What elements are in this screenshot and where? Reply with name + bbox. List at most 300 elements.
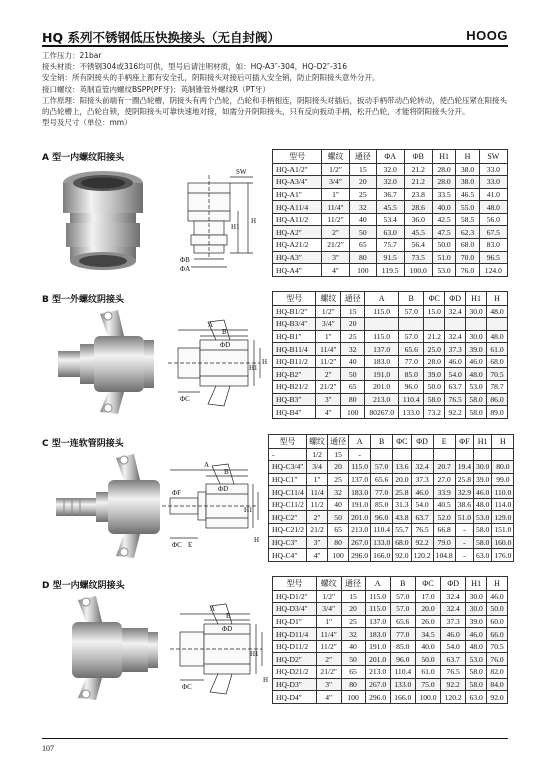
- value-cell: 133.0: [371, 536, 393, 549]
- value-cell: 68.0: [393, 536, 411, 549]
- value-cell: 76.0: [487, 653, 508, 666]
- value-cell: 41.0: [479, 188, 507, 201]
- table-row: [273, 251, 508, 264]
- value-cell: 66.8: [433, 524, 455, 537]
- type-d-drawing: [170, 604, 262, 694]
- value-cell: 83.0: [479, 239, 507, 252]
- value-cell: 166.0: [371, 549, 393, 562]
- value-cell: 26.0: [415, 615, 440, 628]
- header-rule: [42, 45, 508, 47]
- value-cell: 33.0: [479, 176, 507, 189]
- model-cell: HQ-D4″: [273, 691, 317, 704]
- value-cell: 61.0: [487, 343, 508, 356]
- value-cell: 92.0: [487, 691, 508, 704]
- model-cell: HQ-B3″: [273, 393, 316, 406]
- value-cell: 56.0: [479, 213, 507, 226]
- value-cell: 2″: [316, 368, 341, 381]
- model-cell: HQ-A11/4: [273, 201, 322, 214]
- type-d-female-coupler-figure: [48, 592, 270, 704]
- label-a: A: [210, 605, 216, 613]
- value-cell: 65: [341, 666, 365, 679]
- value-cell: 63.0: [466, 691, 487, 704]
- value-cell: 40.5: [433, 498, 455, 511]
- value-cell: 100.0: [415, 691, 440, 704]
- value-cell: 61.0: [415, 666, 440, 679]
- model-cell: HQ-D11/2: [273, 640, 317, 653]
- value-cell: 50.0: [415, 653, 440, 666]
- value-cell: 58.0: [466, 666, 487, 679]
- value-cell: 57.0: [371, 461, 393, 474]
- value-cell: 46.0: [445, 355, 466, 368]
- value-cell: [492, 448, 514, 461]
- value-cell: 183.0: [365, 628, 390, 641]
- model-cell: HQ-A11/2: [273, 213, 322, 226]
- value-cell: [365, 318, 399, 331]
- value-cell: 1/2″: [316, 590, 341, 603]
- value-cell: 65.6: [371, 473, 393, 486]
- table-row: [273, 368, 508, 381]
- value-cell: 80: [341, 678, 365, 691]
- value-cell: 3″: [307, 536, 328, 549]
- col-header: ΦC: [415, 577, 440, 591]
- col-header: H1: [474, 435, 492, 449]
- value-cell: 53.0: [466, 653, 487, 666]
- label-phi-c: ΦC: [172, 541, 182, 549]
- value-cell: 36.7: [376, 188, 404, 201]
- value-cell: 110.4: [390, 666, 415, 679]
- value-cell: 28.0: [432, 163, 455, 176]
- value-cell: 4″: [322, 264, 350, 277]
- table-row: [273, 653, 508, 666]
- value-cell: 38.0: [456, 176, 479, 189]
- type-b-drawing: [168, 320, 260, 406]
- value-cell: 11/4″: [316, 628, 341, 641]
- value-cell: 73.2: [424, 406, 445, 419]
- value-cell: 48.0: [487, 305, 508, 318]
- value-cell: 120.2: [411, 549, 433, 562]
- col-header: ΦD: [445, 292, 466, 306]
- value-cell: 48.0: [479, 201, 507, 214]
- model-cell: HQ-B21/2: [273, 381, 316, 394]
- value-cell: 65: [349, 239, 376, 252]
- value-cell: 39.0: [466, 615, 487, 628]
- value-cell: 57.0: [399, 330, 424, 343]
- page-title: HQ 系列不锈钢低压快换接头（无自封阀）: [42, 30, 280, 45]
- value-cell: 267.0: [349, 536, 371, 549]
- value-cell: -: [349, 448, 371, 461]
- model-cell: HQ-C2″: [269, 511, 307, 524]
- value-cell: 50: [341, 368, 365, 381]
- label-h: H: [251, 217, 257, 225]
- value-cell: 96.0: [371, 511, 393, 524]
- type-b-photo: [58, 310, 154, 414]
- value-cell: 32.4: [441, 603, 466, 616]
- value-cell: 4″: [316, 691, 341, 704]
- value-cell: 104.8: [433, 549, 455, 562]
- value-cell: 77.0: [390, 628, 415, 641]
- value-cell: 46.0: [487, 590, 508, 603]
- section-d-table: [272, 576, 508, 704]
- value-cell: 15: [328, 448, 349, 461]
- model-cell: HQ-C3″: [269, 536, 307, 549]
- table-row: [269, 524, 514, 537]
- value-cell: 3/4″: [322, 176, 350, 189]
- value-cell: 56.4: [404, 239, 432, 252]
- label-b: B: [226, 612, 231, 620]
- model-cell: HQ-A3″: [273, 251, 322, 264]
- value-cell: 30.0: [466, 590, 487, 603]
- col-header: H1: [466, 577, 487, 591]
- value-cell: 76.5: [411, 524, 433, 537]
- col-header: 螺纹: [307, 435, 328, 449]
- table-row: [269, 486, 514, 499]
- section-b-table: [272, 291, 508, 419]
- value-cell: 70.0: [456, 251, 479, 264]
- value-cell: 40: [341, 640, 365, 653]
- value-cell: 137.0: [349, 473, 371, 486]
- model-cell: HQ-B11/2: [273, 355, 316, 368]
- brand-logo: HOOG: [466, 28, 508, 43]
- label-h1: H1: [249, 364, 258, 372]
- value-cell: 46.0: [466, 355, 487, 368]
- value-cell: 48.0: [474, 498, 492, 511]
- value-cell: 201.0: [365, 381, 399, 394]
- col-header: ΦB: [404, 150, 432, 164]
- table-row: [273, 640, 508, 653]
- section-b-title: B 型一外螺纹阴接头: [42, 295, 124, 305]
- model-cell: HQ-B1/2″: [273, 305, 316, 318]
- value-cell: 25: [349, 188, 376, 201]
- table-row: [273, 406, 508, 419]
- value-cell: 50: [349, 226, 376, 239]
- value-cell: 92.2: [411, 536, 433, 549]
- label-h: H: [254, 536, 260, 544]
- value-cell: 40.0: [415, 640, 440, 653]
- col-header: ΦC: [424, 292, 445, 306]
- value-cell: 45.5: [404, 226, 432, 239]
- value-cell: 23.8: [404, 188, 432, 201]
- table-row: [269, 498, 514, 511]
- value-cell: 46.0: [411, 486, 433, 499]
- value-cell: 75.0: [415, 678, 440, 691]
- value-cell: 115.0: [365, 590, 390, 603]
- section-a-table: [272, 149, 508, 277]
- value-cell: 73.5: [404, 251, 432, 264]
- value-cell: 100: [349, 264, 376, 277]
- table-row: [269, 549, 514, 562]
- value-cell: 100: [341, 691, 365, 704]
- value-cell: 54.0: [441, 640, 466, 653]
- value-cell: 58.0: [474, 524, 492, 537]
- value-cell: 80: [349, 251, 376, 264]
- section-d-title: D 型一内螺纹阴接头: [42, 581, 125, 591]
- model-cell: HQ-B1″: [273, 330, 316, 343]
- intro-thread: 接口螺纹：英制直管内螺纹BSPP(PF牙)；英制锥管外螺纹R（PT牙）: [42, 84, 270, 94]
- value-cell: 3″: [322, 251, 350, 264]
- table-row: [273, 226, 508, 239]
- col-header: ΦD: [411, 435, 433, 449]
- value-cell: 51.0: [432, 251, 455, 264]
- value-cell: 133.0: [399, 406, 424, 419]
- col-header: 通径: [328, 435, 349, 449]
- label-a: A: [208, 321, 214, 329]
- section-d-body: [273, 590, 508, 703]
- value-cell: 48.0: [466, 640, 487, 653]
- table-row: [273, 176, 508, 189]
- model-cell: HQ-A1″: [273, 188, 322, 201]
- value-cell: 46.0: [474, 486, 492, 499]
- model-cell: HQ-D3″: [273, 678, 317, 691]
- col-header: 螺纹: [316, 292, 341, 306]
- value-cell: 110.4: [399, 393, 424, 406]
- col-header: H: [487, 292, 508, 306]
- value-cell: 133.0: [390, 678, 415, 691]
- value-cell: 11/2: [307, 498, 328, 511]
- type-a-photo: [63, 171, 143, 270]
- value-cell: 3/4″: [316, 318, 341, 331]
- value-cell: 54.0: [411, 498, 433, 511]
- col-header: H: [487, 577, 508, 591]
- table-row: [273, 188, 508, 201]
- value-cell: 11/2″: [316, 355, 341, 368]
- value-cell: 33.0: [479, 163, 507, 176]
- table-row: [273, 393, 508, 406]
- value-cell: 40: [341, 355, 365, 368]
- value-cell: 50: [328, 511, 349, 524]
- col-header: 通径: [341, 577, 365, 591]
- model-cell: HQ-D11/4: [273, 628, 317, 641]
- value-cell: 92.2: [441, 678, 466, 691]
- value-cell: 1/2: [307, 448, 328, 461]
- section-c-table: [268, 434, 514, 562]
- value-cell: 42.5: [432, 213, 455, 226]
- table-row: [273, 163, 508, 176]
- col-header: 通径: [341, 292, 365, 306]
- value-cell: [371, 448, 393, 461]
- col-header: B: [371, 435, 393, 449]
- value-cell: -: [455, 524, 473, 537]
- label-sw: SW: [236, 168, 247, 176]
- col-header: 通径: [349, 150, 376, 164]
- value-cell: 28.0: [424, 355, 445, 368]
- value-cell: 21/2: [307, 524, 328, 537]
- value-cell: 30.0: [466, 330, 487, 343]
- col-header: 型号: [273, 150, 322, 164]
- value-cell: 25: [328, 473, 349, 486]
- col-header: ΦF: [455, 435, 473, 449]
- col-header: 型号: [273, 577, 317, 591]
- value-cell: 25.0: [424, 343, 445, 356]
- model-cell: HQ-C21/2: [269, 524, 307, 537]
- table-row: [269, 511, 514, 524]
- col-header: A: [365, 292, 399, 306]
- table-row: [273, 603, 508, 616]
- page-number: 107: [42, 744, 54, 753]
- value-cell: 20.0: [393, 473, 411, 486]
- value-cell: 13.6: [393, 461, 411, 474]
- value-cell: 20.0: [415, 603, 440, 616]
- intro-principle: 工作原理：阳接头前端有一圈凸轮槽，阴接头有两个凸轮，凸轮和手柄相连，阴阳接头对插后，扳动手柄带动凸轮转动，使凸轮压紧在阳接头的凸轮槽上，凸轮自锁，使阴阳接头可靠快速地对接，如需分开阴阳接头，只有反向扳动手柄，松开凸轮，才能将阴阳接头分开。: [42, 95, 507, 117]
- value-cell: 100: [328, 549, 349, 562]
- col-header: A: [365, 577, 390, 591]
- model-cell: HQ-D2″: [273, 653, 317, 666]
- model-cell: HQ-D1/2″: [273, 590, 317, 603]
- label-e: E: [188, 541, 193, 549]
- value-cell: 58.0: [466, 406, 487, 419]
- table-row: [273, 330, 508, 343]
- value-cell: 92.0: [393, 549, 411, 562]
- model-cell: HQ-C3/4″: [269, 461, 307, 474]
- value-cell: 91.5: [376, 251, 404, 264]
- value-cell: 37.3: [441, 615, 466, 628]
- value-cell: 32.0: [376, 163, 404, 176]
- value-cell: 63.7: [445, 381, 466, 394]
- value-cell: 76.0: [456, 264, 479, 277]
- footer-rule: [42, 738, 508, 739]
- table-row: [273, 318, 508, 331]
- value-cell: 137.0: [365, 343, 399, 356]
- value-cell: 137.0: [365, 615, 390, 628]
- value-cell: 46.0: [466, 628, 487, 641]
- value-cell: 15: [341, 305, 365, 318]
- col-header: 型号: [269, 435, 307, 449]
- model-cell: HQ-D21/2: [273, 666, 317, 679]
- intro-material: 接头材质：不锈钢304或316均可供，型号后请注明材质，如：HQ-A3″-304，HQ-D2″-316: [42, 62, 347, 72]
- col-header: SW: [479, 150, 507, 164]
- value-cell: 52.0: [433, 511, 455, 524]
- label-phi-d: ΦD: [220, 341, 231, 349]
- value-cell: 75.7: [376, 239, 404, 252]
- value-cell: 32: [341, 343, 365, 356]
- col-header: 型号: [273, 292, 316, 306]
- type-d-photo: [72, 596, 158, 700]
- label-b: B: [224, 468, 229, 476]
- value-cell: 76.5: [441, 666, 466, 679]
- value-cell: 58.0: [474, 536, 492, 549]
- value-cell: 80: [328, 536, 349, 549]
- value-cell: [399, 318, 424, 331]
- table-header-row: [273, 292, 508, 306]
- section-c-title: C 型一连软管阴接头: [42, 439, 124, 449]
- col-header: ΦC: [393, 435, 411, 449]
- value-cell: 36.0: [404, 213, 432, 226]
- value-cell: 58.0: [424, 393, 445, 406]
- value-cell: 53.0: [474, 511, 492, 524]
- value-cell: 1″: [307, 473, 328, 486]
- table-row: [273, 590, 508, 603]
- value-cell: 25: [341, 330, 365, 343]
- label-phi-c: ΦC: [180, 395, 190, 403]
- table-row: [273, 355, 508, 368]
- value-cell: 78.7: [487, 381, 508, 394]
- col-header: B: [390, 577, 415, 591]
- value-cell: 296.0: [349, 549, 371, 562]
- value-cell: 33.5: [432, 188, 455, 201]
- value-cell: [393, 448, 411, 461]
- value-cell: 160.0: [492, 536, 514, 549]
- value-cell: 84.0: [487, 678, 508, 691]
- value-cell: 201.0: [365, 653, 390, 666]
- value-cell: [424, 318, 445, 331]
- table-row: [273, 343, 508, 356]
- page-footer: [42, 738, 508, 753]
- value-cell: 96.0: [390, 653, 415, 666]
- value-cell: 37.3: [445, 343, 466, 356]
- section-a-title: A 型一内螺纹阳接头: [42, 153, 125, 163]
- table-row: [273, 201, 508, 214]
- table-row: [273, 666, 508, 679]
- value-cell: 1″: [322, 188, 350, 201]
- value-cell: 32.0: [376, 176, 404, 189]
- value-cell: [411, 448, 433, 461]
- value-cell: 82.0: [487, 666, 508, 679]
- value-cell: 38.6: [455, 498, 473, 511]
- value-cell: 3″: [316, 678, 341, 691]
- value-cell: 213.0: [365, 393, 399, 406]
- value-cell: 57.0: [390, 603, 415, 616]
- value-cell: 99.0: [492, 473, 514, 486]
- value-cell: 65.6: [399, 343, 424, 356]
- value-cell: [487, 318, 508, 331]
- value-cell: 50.0: [424, 381, 445, 394]
- value-cell: 100: [341, 406, 365, 419]
- section-b-body: [273, 305, 508, 418]
- value-cell: 32: [349, 201, 376, 214]
- value-cell: 65: [328, 524, 349, 537]
- intro-pressure: 工作压力：21bar: [42, 51, 102, 60]
- col-header: 螺纹: [322, 150, 350, 164]
- value-cell: 21.2: [404, 176, 432, 189]
- value-cell: 68.0: [487, 355, 508, 368]
- col-header: H1: [466, 292, 487, 306]
- model-cell: HQ-C11/2: [269, 498, 307, 511]
- value-cell: 129.0: [492, 511, 514, 524]
- value-cell: 76.5: [445, 393, 466, 406]
- value-cell: 66.0: [487, 628, 508, 641]
- col-header: H: [456, 150, 479, 164]
- label-h1: H1: [244, 506, 253, 514]
- value-cell: 191.0: [365, 368, 399, 381]
- value-cell: 32: [341, 628, 365, 641]
- type-c-photo: [56, 454, 160, 558]
- value-cell: 15: [349, 163, 376, 176]
- value-cell: 58.0: [466, 393, 487, 406]
- value-cell: 85.0: [390, 640, 415, 653]
- value-cell: 3″: [316, 393, 341, 406]
- value-cell: 183.0: [365, 355, 399, 368]
- label-h: H: [263, 676, 269, 684]
- value-cell: 40: [328, 498, 349, 511]
- value-cell: 63.7: [411, 511, 433, 524]
- value-cell: 1/2″: [322, 163, 350, 176]
- value-cell: 85.0: [399, 368, 424, 381]
- label-phi-d: ΦD: [218, 485, 229, 493]
- value-cell: 45.5: [376, 201, 404, 214]
- table-row: [269, 473, 514, 486]
- intro-safety-pin: 安全销：所有阴接头的手柄座上都有安全孔，阴阳接头对接后可插入安全销，防止阴阳接头意外分开。: [42, 73, 380, 83]
- value-cell: 67.5: [479, 226, 507, 239]
- value-cell: 70.5: [487, 640, 508, 653]
- value-cell: 96.0: [399, 381, 424, 394]
- type-c-hose-coupler-figure: [48, 448, 263, 566]
- value-cell: 63.0: [474, 549, 492, 562]
- model-cell: HQ-A2″: [273, 226, 322, 239]
- value-cell: 114.0: [492, 498, 514, 511]
- table-row: [273, 678, 508, 691]
- value-cell: 166.0: [390, 691, 415, 704]
- value-cell: 30.0: [466, 603, 487, 616]
- value-cell: 63.7: [441, 653, 466, 666]
